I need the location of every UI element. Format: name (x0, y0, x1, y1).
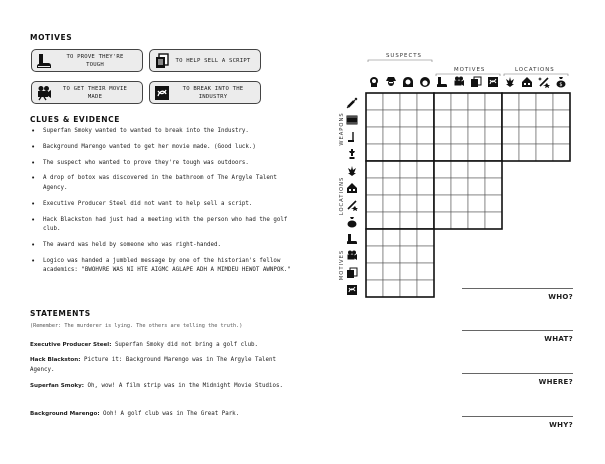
clue-item: • Executive Producer Steel did not want to help sell a script. (30, 200, 292, 210)
grid-cell[interactable] (485, 212, 502, 229)
grid-cell[interactable] (366, 263, 383, 280)
grid-cell[interactable] (400, 195, 417, 212)
grid-cell[interactable] (434, 93, 451, 110)
grid-cell[interactable] (434, 161, 451, 178)
award-icon (346, 148, 358, 160)
grid-cell[interactable] (468, 144, 485, 161)
grid-side-label-locations: LOCATIONS (339, 176, 345, 216)
grid-cell[interactable] (451, 161, 468, 178)
grid-cell[interactable] (400, 110, 417, 127)
motive-label: TO BREAK INTO THE INDUSTRY (182, 85, 244, 100)
script-pages-icon (346, 267, 358, 279)
location-building-icon (346, 182, 358, 194)
grid-cell[interactable] (485, 178, 502, 195)
grid-cell[interactable] (400, 93, 417, 110)
group-bracket (368, 60, 432, 62)
grid-cell[interactable] (451, 93, 468, 110)
grid-cell[interactable] (468, 178, 485, 195)
grid-cell[interactable] (366, 178, 383, 195)
grid-cell[interactable] (417, 161, 434, 178)
grid-top-label-locations: LOCATIONS (515, 67, 555, 73)
answer-where-label: WHERE? (538, 378, 573, 386)
answer-line[interactable] (462, 416, 573, 417)
suspect-2-icon (385, 76, 397, 88)
grid-cell[interactable] (553, 110, 570, 127)
answer-line[interactable] (462, 373, 573, 374)
location-bag-icon (555, 76, 567, 88)
grid-cell[interactable] (451, 178, 468, 195)
grid-cell[interactable] (485, 127, 502, 144)
grid-cell[interactable] (400, 161, 417, 178)
location-bag-icon (346, 216, 358, 228)
clue-item: • Background Marengo wanted to get her movie made. (Good luck.) (30, 143, 292, 153)
grid-cell[interactable] (519, 110, 536, 127)
svg-text:$: $ (559, 82, 563, 88)
statement-speaker: Executive Producer Steel: (30, 342, 112, 348)
grid-cell[interactable] (451, 144, 468, 161)
grid-cell[interactable] (366, 212, 383, 229)
grid-side-label-weapons: WEAPONS (339, 112, 345, 146)
clue-item: • A drop of botox was discovered in the bathroom of The Argyle Talent Agency. (30, 174, 292, 193)
movie-camera-icon (453, 76, 465, 88)
grid-cell[interactable] (468, 212, 485, 229)
grid-cell[interactable] (417, 110, 434, 127)
clue-item: • The award was held by someone who was right-handed. (30, 241, 292, 251)
suspect-1-icon (368, 76, 380, 88)
grid-cell[interactable] (502, 93, 519, 110)
statement-text: Picture it: Background Marengo was in The Argyle Talent Agency. (30, 357, 276, 374)
film-reel-icon (487, 76, 499, 88)
statement-text: Superfan Smoky did not bring a golf club. (111, 342, 259, 348)
grid-cell[interactable] (417, 127, 434, 144)
suspect-4-icon (419, 76, 431, 88)
grid-cell[interactable] (400, 127, 417, 144)
grid-cell[interactable] (400, 178, 417, 195)
grid-cell[interactable] (417, 229, 434, 246)
film-reel-icon (346, 284, 358, 296)
grid-cell[interactable] (383, 110, 400, 127)
statement-text: Oh, wow! A film strip was in the Midnight Movie Studios. (84, 383, 283, 389)
grid-cell[interactable] (400, 144, 417, 161)
location-sparkle-icon (538, 76, 550, 88)
motives-title: MOTIVES (30, 33, 73, 42)
grid-cell[interactable] (485, 161, 502, 178)
grid-cell[interactable] (417, 144, 434, 161)
statements-title: STATEMENTS (30, 309, 91, 318)
grid-cell[interactable] (417, 280, 434, 297)
grid-cell[interactable] (383, 280, 400, 297)
grid-cell[interactable] (366, 93, 383, 110)
grid-cell[interactable] (451, 195, 468, 212)
grid-cell[interactable] (400, 229, 417, 246)
grid-cell[interactable] (451, 127, 468, 144)
film-strip-icon (346, 114, 358, 126)
syringe-icon (346, 97, 358, 109)
boot-icon (346, 233, 358, 245)
grid-cell[interactable] (519, 144, 536, 161)
location-flame-icon (504, 76, 516, 88)
location-flame-icon (346, 165, 358, 177)
script-pages-icon (470, 76, 482, 88)
motive-label: TO PROVE THEY'RE TOUGH (66, 53, 124, 68)
grid-cell[interactable] (417, 195, 434, 212)
statement-speaker: Background Marengo: (30, 411, 100, 417)
grid-cell[interactable] (417, 246, 434, 263)
clue-item: • The suspect who wanted to prove they're tough was outdoors. (30, 159, 292, 169)
grid-cell[interactable] (502, 144, 519, 161)
grid-cell[interactable] (519, 127, 536, 144)
grid-cell[interactable] (434, 144, 451, 161)
boot-icon (436, 76, 448, 88)
grid-cell[interactable] (383, 212, 400, 229)
answer-line[interactable] (462, 330, 573, 331)
grid-cell[interactable] (468, 127, 485, 144)
grid-cell[interactable] (468, 195, 485, 212)
motive-label: TO GET THEIR MOVIE MADE (62, 85, 128, 100)
grid-cell[interactable] (485, 110, 502, 127)
grid-cell[interactable] (468, 110, 485, 127)
grid-cell[interactable] (434, 178, 451, 195)
grid-top-label-motives: MOTIVES (454, 67, 486, 73)
grid-cell[interactable] (451, 110, 468, 127)
grid-top-label-suspects: SUSPECTS (386, 53, 422, 59)
grid-cell[interactable] (417, 263, 434, 280)
grid-cell[interactable] (366, 161, 383, 178)
grid-cell[interactable] (536, 144, 553, 161)
grid-side-label-motives: MOTIVES (339, 249, 345, 281)
grid-cell[interactable] (383, 246, 400, 263)
grid-cell[interactable] (485, 93, 502, 110)
grid-cell[interactable] (366, 110, 383, 127)
grid-cell[interactable] (383, 161, 400, 178)
golf-club-icon (346, 131, 358, 143)
grid-cell[interactable] (536, 127, 553, 144)
grid-cell[interactable] (502, 110, 519, 127)
statement-speaker: Hack Blackston: (30, 357, 81, 363)
answer-who-label: WHO? (548, 293, 573, 301)
grid-cell[interactable] (383, 195, 400, 212)
grid-cell[interactable] (366, 144, 383, 161)
grid-cell[interactable] (366, 127, 383, 144)
grid-cell[interactable] (383, 263, 400, 280)
grid-cell[interactable] (383, 93, 400, 110)
grid-cell[interactable] (434, 195, 451, 212)
grid-cell[interactable] (485, 195, 502, 212)
grid-cell[interactable] (451, 212, 468, 229)
answer-what-label: WHAT? (544, 335, 573, 343)
location-building-icon (521, 76, 533, 88)
grid-cell[interactable] (400, 263, 417, 280)
grid-cell[interactable] (400, 212, 417, 229)
clue-item: • Hack Blackston had just had a meeting with the person who had the golf club. (30, 216, 292, 235)
grid-cell[interactable] (383, 178, 400, 195)
grid-cell[interactable] (417, 212, 434, 229)
grid-cell[interactable] (502, 127, 519, 144)
grid-cell[interactable] (536, 110, 553, 127)
grid-cell[interactable] (400, 280, 417, 297)
grid-cell[interactable] (553, 144, 570, 161)
grid-cell[interactable] (366, 280, 383, 297)
clue-item: • Logico was handed a jumbled message by one of the historian's fellow academics: "BWOHVRE WAS NI HTE AIGMC AGLAPE ADH A MIMDEU HEWOT AWNPOK." (30, 257, 292, 276)
grid-cell[interactable] (434, 110, 451, 127)
grid-cell[interactable] (519, 93, 536, 110)
grid-cell[interactable] (417, 178, 434, 195)
grid-cell[interactable] (366, 229, 383, 246)
movie-camera-icon (346, 250, 358, 262)
grid-cell[interactable] (434, 212, 451, 229)
grid-cell[interactable] (553, 93, 570, 110)
clues-title: CLUES & EVIDENCE (30, 115, 120, 124)
answer-line[interactable] (462, 288, 573, 289)
grid-cell[interactable] (553, 127, 570, 144)
grid-cell[interactable] (400, 246, 417, 263)
grid-cell[interactable] (468, 93, 485, 110)
grid-cell[interactable] (485, 144, 502, 161)
grid-cell[interactable] (383, 144, 400, 161)
grid-cell[interactable] (468, 161, 485, 178)
grid-cell[interactable] (383, 229, 400, 246)
grid-cell[interactable] (366, 195, 383, 212)
grid-cell[interactable] (383, 127, 400, 144)
motive-label: TO HELP SELL A SCRIPT (175, 57, 251, 64)
grid-cell[interactable] (536, 93, 553, 110)
grid-cell[interactable] (366, 246, 383, 263)
statements-remember: (Remember: The murderer is lying. The others are telling the truth.) (30, 323, 243, 329)
clue-item: • Superfan Smoky wanted to wanted to break into the Industry. (30, 127, 292, 137)
statement-speaker: Superfan Smoky: (30, 383, 85, 389)
statement-text: Ooh! A golf club was in The Great Park. (99, 411, 240, 417)
answer-why-label: WHY? (549, 421, 573, 429)
location-sparkle-icon (346, 199, 358, 211)
grid-cell[interactable] (417, 93, 434, 110)
grid-cell[interactable] (434, 127, 451, 144)
suspect-3-icon (402, 76, 414, 88)
